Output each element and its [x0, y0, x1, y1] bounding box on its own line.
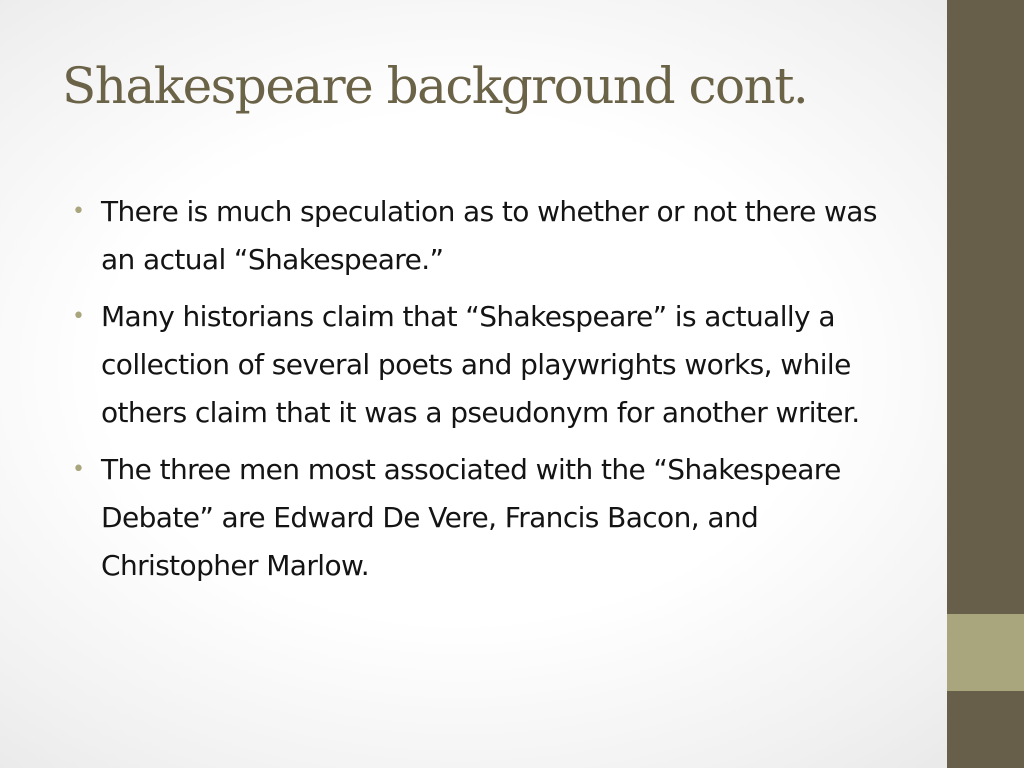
bullet-item	[72, 446, 892, 590]
bullet-text: The three men most associated with the “Shakespeare Debate” are Edward De Vere, Francis Bacon, and Christopher Marlow.	[101, 453, 841, 582]
bullet-text: There is much speculation as to whether or not there was an actual “Shakespeare.”	[101, 195, 877, 276]
bullet-icon: •	[72, 199, 85, 224]
bullet-item	[72, 293, 892, 437]
bullet-text: Many historians claim that “Shakespeare” is actually a collection of several poets and playwrights works, while others claim that it was a pseudonym for another writer.	[101, 300, 860, 429]
bullet-item	[72, 188, 892, 284]
decorative-accent-block	[947, 614, 1024, 691]
bullet-list	[72, 188, 892, 599]
slide-title: Shakespeare background cont.	[62, 57, 808, 115]
bullet-icon: •	[72, 457, 85, 482]
bullet-icon: •	[72, 304, 85, 329]
